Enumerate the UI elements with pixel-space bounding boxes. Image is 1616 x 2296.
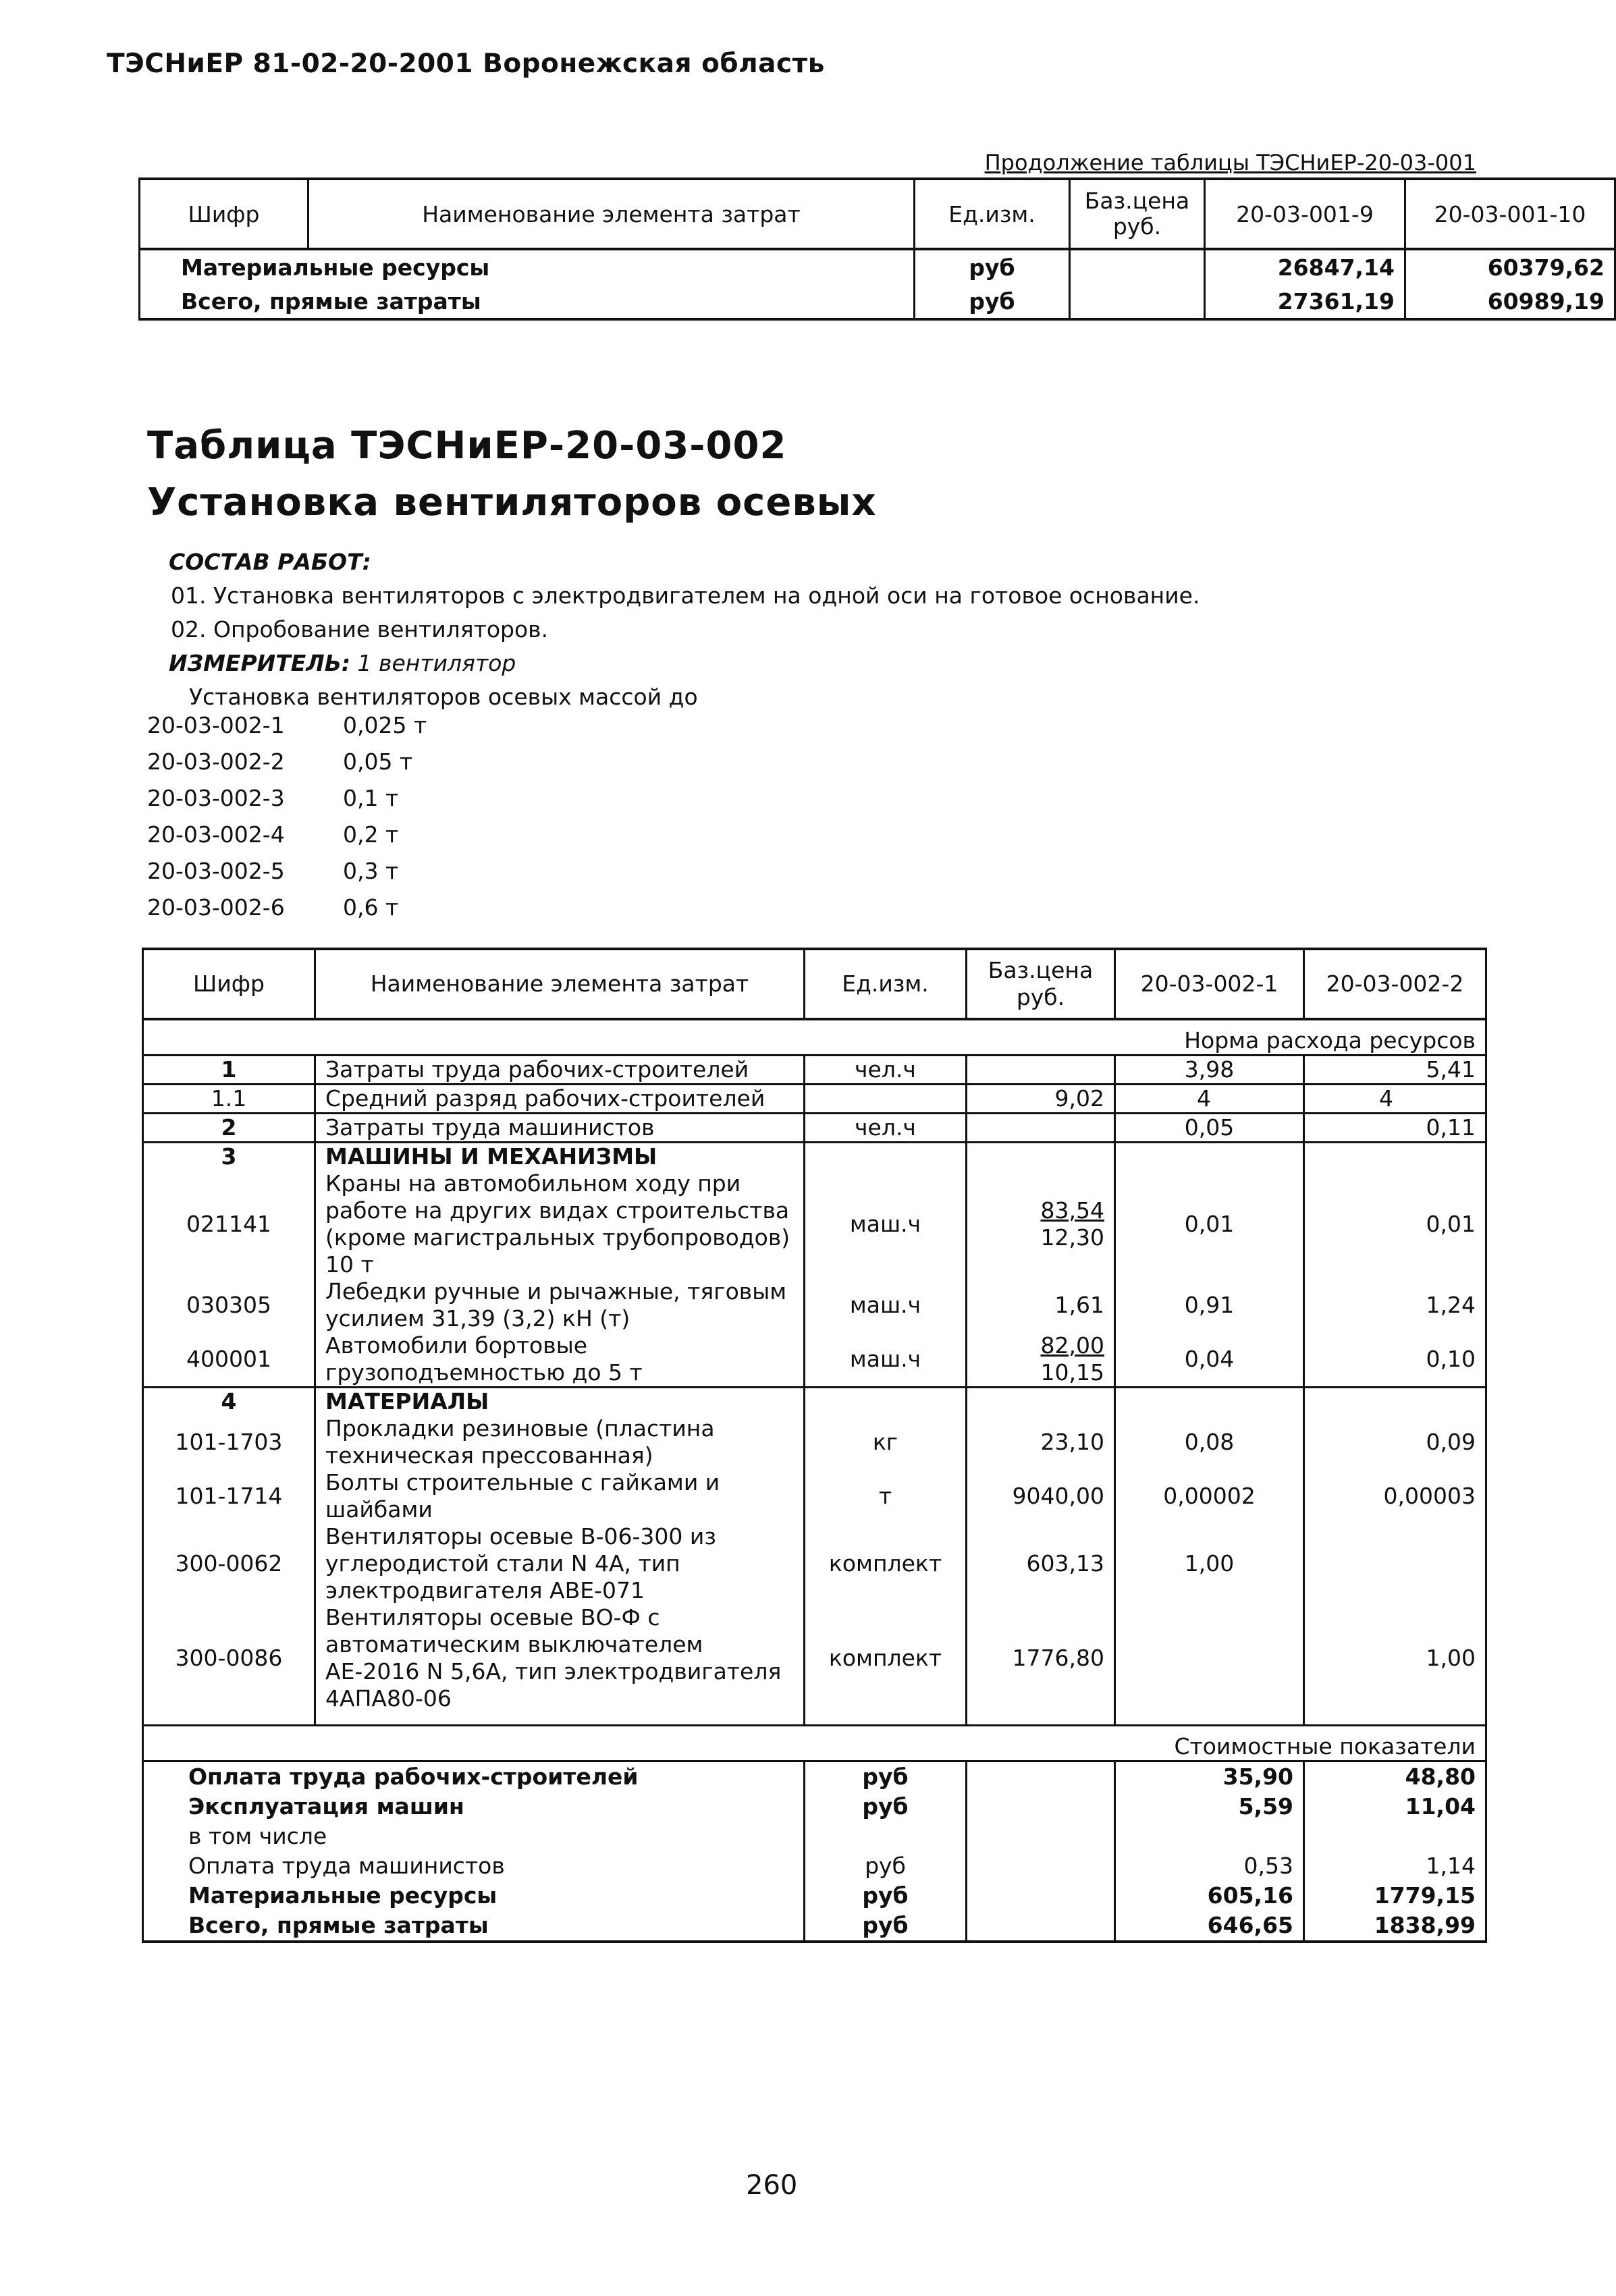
header-unit: Ед.изм. [915,179,1070,249]
work-item: 02. Опробование вентиляторов. [171,616,549,643]
row-code: 1.1 [143,1085,315,1114]
cost-value-1 [1115,1822,1304,1851]
row-value-1 [1115,1604,1304,1712]
table-row [143,1114,1486,1143]
row-price [1070,249,1205,284]
row-unit: маш.ч [805,1278,967,1332]
row-price [1070,284,1205,319]
cost-row [143,1881,1486,1911]
header-name: Наименование элемента затрат [315,949,805,1019]
row-code: 101-1703 [143,1415,315,1469]
row-name: Лебедки ручные и рычажные, тяговым усилием 31,39 (3,2) кН (т) [315,1278,805,1332]
row-value-2: 4 [1304,1085,1486,1114]
row-label: Материальные ресурсы [140,249,915,284]
row-unit: чел.ч [805,1056,967,1085]
row-value-1: 0,01 [1115,1170,1304,1278]
price-value: 82,00 [1040,1332,1104,1359]
continuation-table [138,177,1616,321]
cost-label: Эксплуатация машин [143,1792,805,1822]
code: 20-03-002-3 [147,785,285,811]
row-value-1: 0,08 [1115,1415,1304,1469]
table-row [143,1332,1486,1388]
header-col1: 20-03-001-9 [1205,179,1405,249]
row-value-2: 0,00003 [1304,1469,1486,1523]
meter-value: 1 вентилятор [350,650,516,676]
band-row [143,1726,1486,1761]
row-code: 300-0086 [143,1604,315,1712]
list-item [147,780,427,817]
code: 20-03-002-6 [147,894,285,921]
cost-value-2: 1838,99 [1304,1911,1486,1942]
section-code: 3 [143,1143,315,1171]
price-value: 83,54 [1040,1197,1104,1224]
row-code: 300-0062 [143,1523,315,1604]
cost-value-2: 11,04 [1304,1792,1486,1822]
cost-row [143,1761,1486,1793]
section-name: МАТЕРИАЛЫ [315,1388,805,1416]
header-code: Шифр [140,179,308,249]
band-costs: Стоимостные показатели [143,1726,1486,1761]
cost-unit: руб [805,1761,967,1793]
code-list [147,707,427,926]
price-machinist: 10,15 [1040,1359,1104,1386]
row-unit [805,1085,967,1114]
list-item [147,707,427,744]
cost-value-2: 1,14 [1304,1851,1486,1881]
row-value-1: 0,04 [1115,1332,1304,1388]
row-value-1: 1,00 [1115,1523,1304,1604]
table-row [140,249,1615,284]
document-header: ТЭСНиЕР 81-02-20-2001 Воронежская область [107,49,825,79]
list-item [147,744,427,780]
row-value-2: 60989,19 [1405,284,1615,319]
cost-label: Материальные ресурсы [143,1881,805,1911]
cost-label: Оплата труда машинистов [143,1851,805,1881]
code: 20-03-002-5 [147,858,285,884]
mass: 0,6 т [343,894,399,921]
cost-value-2: 1779,15 [1304,1881,1486,1911]
mass: 0,3 т [343,858,399,884]
row-price: 1776,80 [967,1604,1115,1712]
work-composition-label: СОСТАВ РАБОТ: [169,549,371,575]
row-price [967,1170,1115,1278]
list-item [147,853,427,890]
row-code: 2 [143,1114,315,1143]
header-col2: 20-03-001-10 [1405,179,1615,249]
row-value-2: 1,24 [1304,1278,1486,1332]
row-name: Вентиляторы осевые ВО-Ф с автоматическим выключателем АЕ-2016 N 5,6А, тип электродвигателя 4АПА80-06 [315,1604,805,1712]
mass: 0,1 т [343,785,399,811]
row-unit: т [805,1469,967,1523]
list-item [147,817,427,853]
header-code: Шифр [143,949,315,1019]
table-continuation-caption: Продолжение таблицы ТЭСНиЕР-20-03-001 [984,150,1476,175]
cost-value-1: 646,65 [1115,1911,1304,1942]
section-row [143,1143,1486,1171]
table-row [140,284,1615,319]
list-item [147,890,427,926]
cost-value-1: 605,16 [1115,1881,1304,1911]
header-price: Баз.цена руб. [1070,179,1205,249]
meter-label: ИЗМЕРИТЕЛЬ: [169,650,351,676]
row-name: Затраты труда рабочих-строителей [315,1056,805,1085]
row-unit: маш.ч [805,1332,967,1388]
cost-value-1: 0,53 [1115,1851,1304,1881]
row-value-2: 60379,62 [1405,249,1615,284]
cost-value-1: 35,90 [1115,1761,1304,1793]
row-unit: чел.ч [805,1114,967,1143]
cost-label: Оплата труда рабочих-строителей [143,1761,805,1793]
mass-intro: Установка вентиляторов осевых массой до [189,684,698,710]
row-unit: комплект [805,1523,967,1604]
table-row [143,1056,1486,1085]
row-price [967,1114,1115,1143]
row-unit: руб [915,284,1070,319]
code: 20-03-002-4 [147,821,285,848]
row-value-2: 0,01 [1304,1170,1486,1278]
row-price [967,1056,1115,1085]
code: 20-03-002-2 [147,748,285,775]
cost-value-1: 5,59 [1115,1792,1304,1822]
header-name: Наименование элемента затрат [308,179,915,249]
row-name: Автомобили бортовые грузоподъемностью до 5 т [315,1332,805,1388]
row-value-2: 0,10 [1304,1332,1486,1388]
table-row [143,1523,1486,1604]
cost-row [143,1851,1486,1881]
work-item: 01. Установка вентиляторов с электродвигателем на одной оси на готовое основание. [171,582,1200,609]
row-name: Средний разряд рабочих-строителей [315,1085,805,1114]
cost-row [143,1911,1486,1942]
row-name: Вентиляторы осевые В-06-300 из углеродистой стали N 4А, тип электродвигателя АВЕ-071 [315,1523,805,1604]
row-price [967,1332,1115,1388]
row-value-1: 0,00002 [1115,1469,1304,1523]
mass: 0,05 т [343,748,413,775]
table-row [143,1085,1486,1114]
row-code: 101-1714 [143,1469,315,1523]
section-name: МАШИНЫ И МЕХАНИЗМЫ [315,1143,805,1171]
cost-unit [805,1822,967,1851]
row-price: 9,02 [967,1085,1115,1114]
cost-unit: руб [805,1792,967,1822]
row-value-2: 5,41 [1304,1056,1486,1085]
row-value-2: 1,00 [1304,1604,1486,1712]
row-unit: комплект [805,1604,967,1712]
row-code: 400001 [143,1332,315,1388]
row-value-1: 27361,19 [1205,284,1405,319]
row-price: 9040,00 [967,1469,1115,1523]
table-header-row [143,949,1486,1019]
section-code: 4 [143,1388,315,1416]
row-code: 030305 [143,1278,315,1332]
table-subtitle: Установка вентиляторов осевых [147,481,877,524]
cost-unit: руб [805,1881,967,1911]
row-price: 603,13 [967,1523,1115,1604]
header-col1: 20-03-002-1 [1115,949,1304,1019]
row-name: Прокладки резиновые (пластина техническая прессованная) [315,1415,805,1469]
row-price: 23,10 [967,1415,1115,1469]
cost-unit: руб [805,1851,967,1881]
row-name: Болты строительные с гайками и шайбами [315,1469,805,1523]
row-unit: кг [805,1415,967,1469]
spacer-row [143,1712,1486,1726]
header-unit: Ед.изм. [805,949,967,1019]
row-value-1: 0,05 [1115,1114,1304,1143]
row-unit: маш.ч [805,1170,967,1278]
row-code: 1 [143,1056,315,1085]
row-name: Затраты труда машинистов [315,1114,805,1143]
cost-label: в том числе [143,1822,805,1851]
work-composition [169,545,1200,714]
table-row [143,1604,1486,1712]
code: 20-03-002-1 [147,712,285,738]
cost-value-2: 48,80 [1304,1761,1486,1793]
row-value-1: 4 [1115,1085,1304,1114]
cost-row [143,1822,1486,1851]
table-header-row [140,179,1615,249]
mass: 0,2 т [343,821,399,848]
header-price: Баз.цена руб. [967,949,1115,1019]
row-value-1: 26847,14 [1205,249,1405,284]
table-title: Таблица ТЭСНиЕР-20-03-002 [147,424,787,468]
cost-label: Всего, прямые затраты [143,1911,805,1942]
row-label: Всего, прямые затраты [140,284,915,319]
row-code: 021141 [143,1170,315,1278]
price-machinist: 12,30 [1040,1224,1104,1251]
table-row [143,1278,1486,1332]
band-norms: Норма расхода ресурсов [143,1019,1486,1056]
cost-unit: руб [805,1911,967,1942]
meter-line [169,647,1200,680]
cost-row [143,1792,1486,1822]
band-row [143,1019,1486,1056]
table-row [143,1469,1486,1523]
resources-table [142,948,1487,1943]
row-name: Краны на автомобильном ходу при работе на других видах строительства (кроме магистральных трубопроводов) 10 т [315,1170,805,1278]
cost-value-2 [1304,1822,1486,1851]
row-value-2: 0,09 [1304,1415,1486,1469]
header-col2: 20-03-002-2 [1304,949,1486,1019]
row-price: 1,61 [967,1278,1115,1332]
row-unit: руб [915,249,1070,284]
table-row [143,1415,1486,1469]
table-row [143,1170,1486,1278]
page-number: 260 [746,2170,798,2201]
row-value-2: 0,11 [1304,1114,1486,1143]
row-value-1: 0,91 [1115,1278,1304,1332]
section-row [143,1388,1486,1416]
mass: 0,025 т [343,712,427,738]
row-value-1: 3,98 [1115,1056,1304,1085]
row-value-2 [1304,1523,1486,1604]
